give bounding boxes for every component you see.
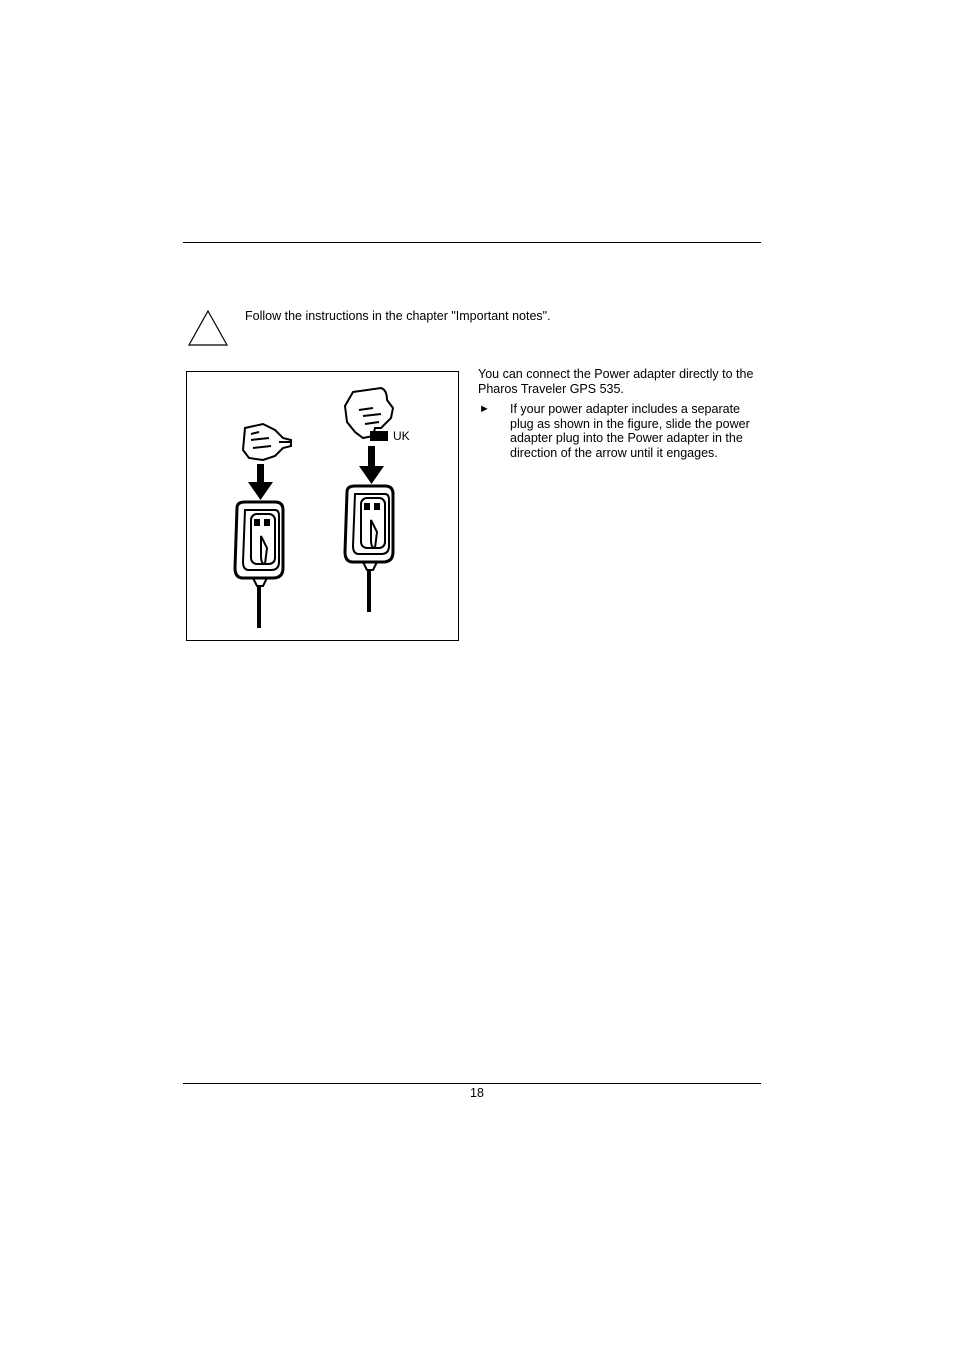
left-arrow [248,464,273,500]
bullet-arrow-icon: ► [479,403,490,415]
right-power-adapter [345,486,393,612]
eu-plug-adapter [243,424,291,460]
power-adapter-figure [186,371,459,641]
footer-rule [183,1083,761,1084]
warning-text: Follow the instructions in the chapter "Important notes". [245,309,551,323]
intro-paragraph: You can connect the Power adapter directly to the Pharos Traveler GPS 535. [478,367,754,396]
right-arrow [359,446,384,484]
adapter-illustration [187,372,460,642]
page-number: 18 [470,1086,484,1100]
header-rule [183,242,761,243]
instruction-bullet: If your power adapter includes a separate plug as shown in the figure, slide the power adapter plug into the Power adapter in the direction of the arrow until it engages. [510,402,750,460]
uk-label: UK [393,429,410,443]
warning-triangle-icon [187,309,229,347]
left-power-adapter [235,502,283,628]
uk-plug-adapter [345,388,393,440]
